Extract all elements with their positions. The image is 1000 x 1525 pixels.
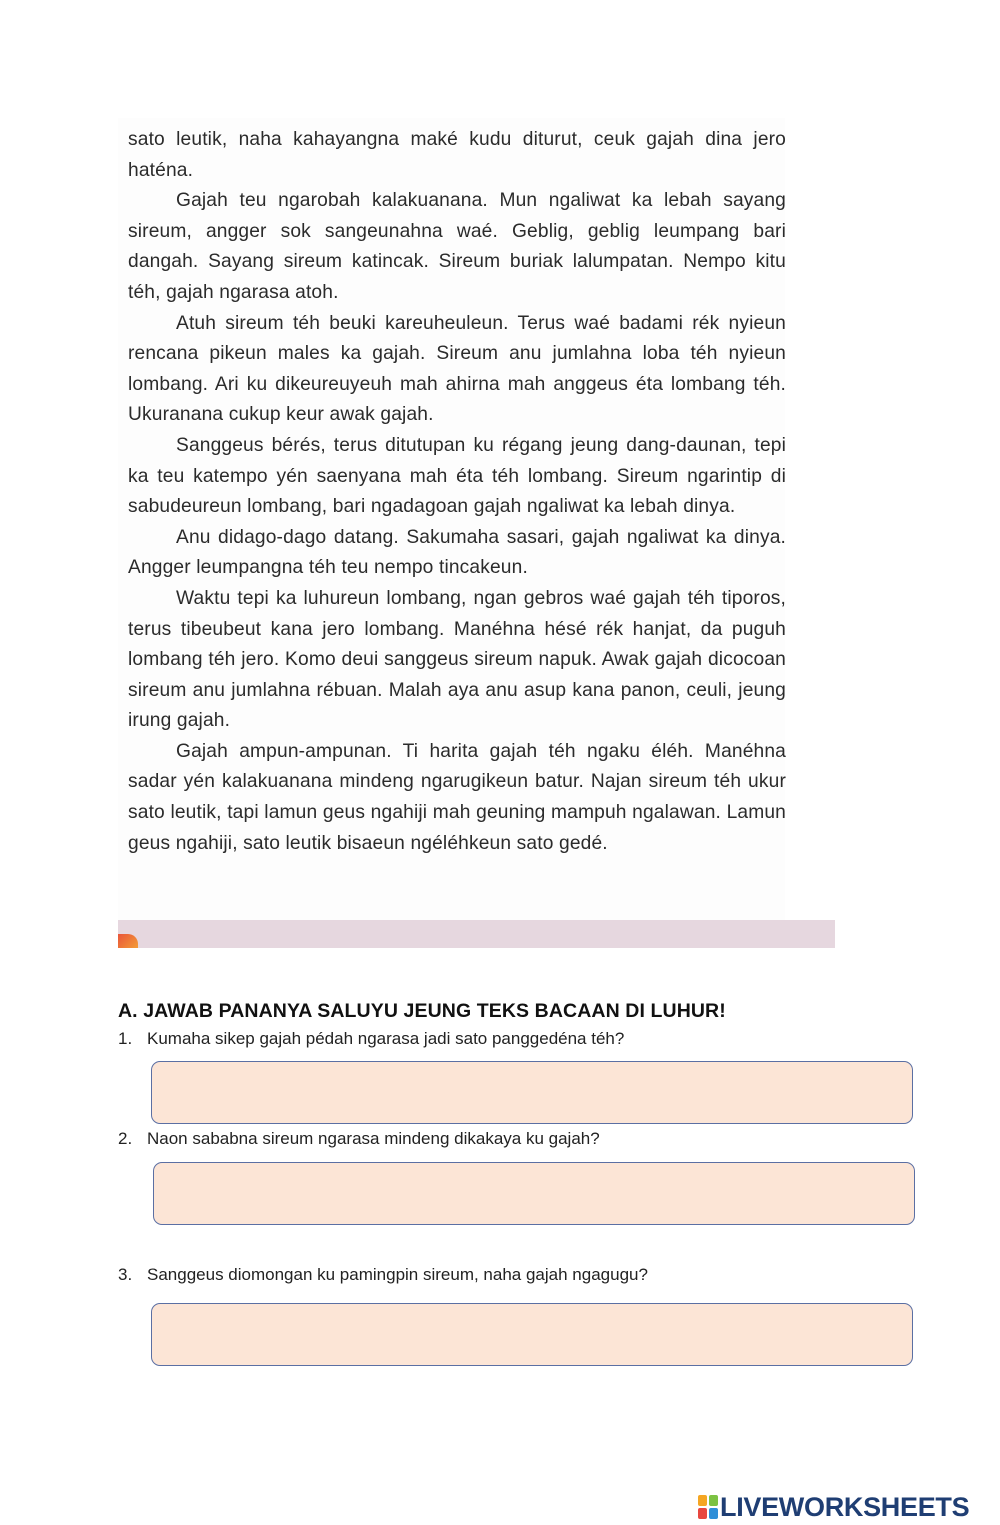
liveworksheets-logo[interactable] xyxy=(698,1491,969,1523)
question-text: Naon sababna sireum ngarasa mindeng dikakaya ku gajah? xyxy=(147,1129,600,1148)
story-paragraph: Waktu tepi ka luhureun lombang, ngan gebros waé gajah téh tiporos, terus tibeubeut kana jero lombang. Manéhna hésé rék hanjat, da puguh lombang téh jero. Komo deui sanggeus sireum napuk. Awak gajah dicocoan sireum anu jumlahna rébuan. Malah aya anu asup kana panon, ceuli, jeung irung gajah. xyxy=(128,587,786,732)
exercise-heading: A. JAWAB PANANYA SALUYU JEUNG TEKS BACAAN DI LUHUR! xyxy=(118,1000,726,1022)
liveworksheets-logo-icon xyxy=(698,1495,718,1519)
story-paragraph: sato leutik, naha kahayangna maké kudu diturut, ceuk gajah dina jero haténa. xyxy=(128,129,786,181)
answer-box-3[interactable] xyxy=(151,1303,913,1366)
corner-decoration-icon xyxy=(118,934,138,948)
question-1 xyxy=(118,1029,624,1049)
question-number: 3. xyxy=(118,1265,133,1284)
question-2 xyxy=(118,1129,600,1149)
story-paragraph: Sanggeus bérés, terus ditutupan ku régang jeung dang-daunan, tepi ka teu katempo yén saenyana mah éta téh lombang. Sireum ngarintip di sabudeureun lombang, bari ngadagoan gajah ngaliwat ka lebah dinya. xyxy=(128,434,786,518)
story-paragraph: Atuh sireum téh beuki kareuheuleun. Terus waé badami rék nyieun rencana pikeun males ka gajah. Sireum anu jumlahna loba téh nyieun lombang. Ari ku dikeureuyeuh mah ahirna mah anggeus éta lombang téh. Ukuranana cukup keur awak gajah. xyxy=(128,312,786,426)
answer-box-1[interactable] xyxy=(151,1061,913,1124)
logo-square xyxy=(698,1508,707,1519)
logo-square xyxy=(709,1495,718,1506)
story-paragraph: Anu didago-dago datang. Sakumaha sasari, gajah ngaliwat ka dinya. Angger leumpangna téh teu nempo tincakeun. xyxy=(128,526,786,579)
story-paragraph: Gajah ampun-ampunan. Ti harita gajah téh ngaku éléh. Manéhna sadar yén kalakuanana mindeng ngarugikeun batur. Najan sireum téh ukur sato leutik, tapi lamun geus ngahiji mah geuning mampuh ngalawan. Lamun geus ngahiji, sato leutik bisaeun ngéléhkeun sato gedé. xyxy=(128,740,786,854)
logo-square xyxy=(698,1495,707,1506)
question-number: 2. xyxy=(118,1129,133,1148)
question-number: 1. xyxy=(118,1029,133,1048)
question-text: Sanggeus diomongan ku pamingpin sireum, naha gajah ngagugu? xyxy=(147,1265,648,1284)
page-footer-strip xyxy=(118,920,835,948)
logo-square xyxy=(709,1508,718,1519)
answer-box-2[interactable] xyxy=(153,1162,915,1225)
story-paragraph: Gajah teu ngarobah kalakuanana. Mun ngaliwat ka lebah sayang sireum, angger sok sangeunahna waé. Geblig, geblig leumpang bari dangah. Sayang sireum katincak. Sireum buriak lalumpatan. Nempo kitu téh, gajah ngarasa atoh. xyxy=(128,190,786,303)
question-3 xyxy=(118,1265,648,1285)
logo-text: LIVEWORKSHEETS xyxy=(720,1491,970,1522)
story-text xyxy=(128,125,786,859)
question-text: Kumaha sikep gajah pédah ngarasa jadi sato panggedéna téh? xyxy=(147,1029,625,1048)
